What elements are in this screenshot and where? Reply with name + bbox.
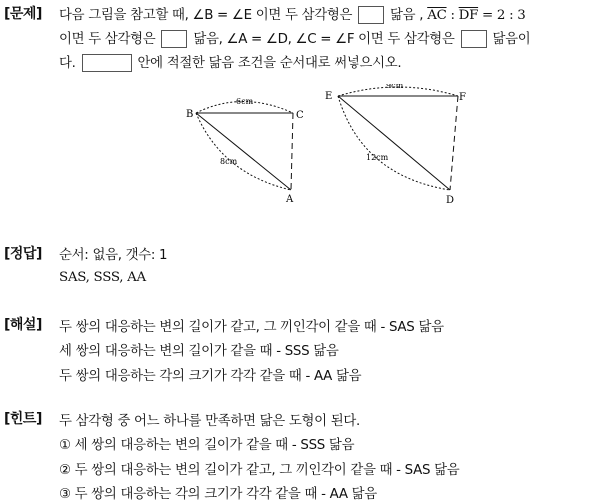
side-fd (450, 96, 458, 190)
problem-text-2b: 닮음, ∠A = ∠D, ∠C = ∠F 이면 두 삼각형은 (193, 32, 455, 47)
answer-line-1: 순서: 없음, 갯수: 1 (59, 248, 168, 263)
label-b: B (186, 109, 194, 120)
label-a: A (286, 194, 294, 205)
side-ca (291, 113, 293, 190)
answer-blank-2[interactable] (161, 30, 187, 48)
explanation-line: 세 쌍의 대응하는 변의 길이가 같을 때 - SSS 닮음 (59, 344, 339, 359)
label-e: E (325, 91, 333, 102)
hint-line: 두 삼각형 중 어느 하나를 만족하면 닮은 도형이 된다. (59, 414, 360, 429)
length-bc: 6cm (236, 97, 254, 106)
answer-tag: [정답] (4, 246, 42, 262)
problem-text-2a: 이면 두 삼각형은 (59, 32, 156, 47)
problem-text-3b: 안에 적절한 닮음 조건을 순서대로 써넣으시오. (137, 56, 402, 71)
hint-tag: [힌트] (4, 411, 42, 427)
explanation-line: 두 쌍의 대응하는 각의 크기가 각각 같을 때 - AA 닮음 (59, 369, 362, 384)
explanation-line: 두 쌍의 대응하는 변의 길이가 같고, 그 끼인각이 같을 때 - SAS 닮음 (59, 320, 444, 335)
hint-line: ② 두 쌍의 대응하는 변의 길이가 같고, 그 끼인각이 같을 때 - SAS 닮음 (59, 463, 460, 478)
problem-line-2 (59, 28, 530, 48)
side-ed (338, 96, 450, 190)
problem-text-3a: 다. (59, 56, 76, 71)
problem-tag: [문제] (4, 6, 42, 22)
answer-blank-3[interactable] (461, 30, 487, 48)
explanation-tag: [해설] (4, 317, 42, 333)
hint-line: ③ 두 쌍의 대응하는 각의 크기가 각각 같을 때 - AA 닮음 (59, 487, 377, 502)
answer-blank-1[interactable] (358, 6, 384, 24)
length-ba: 8cm (220, 157, 238, 166)
triangle-def (338, 87, 458, 190)
label-d: D (446, 195, 455, 206)
label-f: F (459, 92, 466, 103)
answer-line-2: SAS, SSS, AA (59, 270, 146, 285)
problem-line-3 (59, 52, 401, 72)
problem-text-2c: 닮음이 (492, 32, 531, 47)
instruction-blank (82, 54, 132, 72)
problem-line-1 (59, 4, 526, 24)
segment-ac: $\overline{AC}$ (427, 8, 447, 23)
length-ef: 9cm (386, 84, 404, 90)
segment-df: $\overline{DF}$ (458, 8, 479, 23)
ratio-value: = 2 : 3 (478, 8, 526, 23)
ratio-colon: : (446, 8, 459, 23)
label-c: C (296, 110, 304, 121)
triangle-abc (196, 102, 293, 191)
side-ba (196, 113, 291, 190)
hint-line: ① 세 쌍의 대응하는 변의 길이가 같을 때 - SSS 닮음 (59, 438, 355, 453)
triangle-figure (180, 84, 480, 212)
length-ed: 12cm (366, 153, 389, 162)
problem-text-1a: 다음 그림을 참고할 때, ∠B = ∠E 이면 두 삼각형은 (59, 8, 353, 23)
problem-text-1b: 닮음 , (390, 8, 424, 23)
